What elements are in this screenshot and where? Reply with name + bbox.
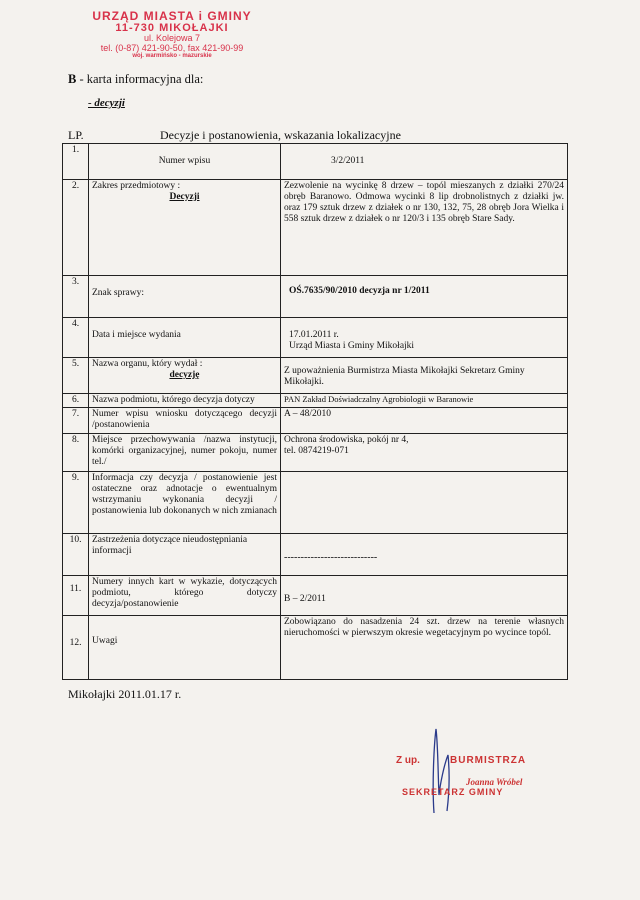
row-label: Zakres przedmiotowy : xyxy=(92,181,181,191)
row-value-cell xyxy=(281,318,568,358)
row-number: 6. xyxy=(63,394,89,408)
table-title: Decyzje i postanowienia, wskazania lokalizacyjne xyxy=(160,128,401,142)
row-value: Z upoważnienia Burmistrza Miasta Mikołajki Sekretarz Gminy Mikołajki. xyxy=(281,358,568,394)
row-label-sub: Decyzji xyxy=(169,191,200,202)
row-value: B – 2/2011 xyxy=(281,575,568,615)
stamp-line-1: URZĄD MIASTA i GMINY xyxy=(92,9,252,23)
row-number: 8. xyxy=(63,433,89,471)
row-value: ---------------------------- xyxy=(281,533,568,575)
stamp-line-4: tel. (0-87) 421-90-50, fax 421-90-99 xyxy=(100,42,244,53)
row-value: Ochrona środowiska, pokój nr 4, xyxy=(284,434,409,445)
row-value: 17.01.2011 r. xyxy=(289,330,339,340)
row-value: A – 48/2010 xyxy=(281,407,568,433)
row-value: Zezwolenie na wycinkę 8 drzew – topól mieszanych z działki 270/24 obręb Baranowo. Odmowa wycinki 8 lip drobnolistnych z działki jw. oraz 179 sztuk drzew z działek o nr 130, 132, 75, 28 obręb Jora Wielka i 558 sztuk drzew z działek o nr 120/3 i 135 obręb Stare Sady. xyxy=(281,180,568,276)
row-value-2: Urząd Miasta i Gminy Mikołajki xyxy=(289,340,415,351)
table-row xyxy=(63,180,568,276)
row-label: Informacja czy decyzja / postanowienie jest ostateczne oraz adnotacje o ewentualnym wstrzymaniu wykonania decyzji / postanowienia lub dokonanych w nich zmianach xyxy=(89,471,281,533)
stamp-line-5: woj. warmińsko - mazurskie xyxy=(132,53,212,60)
row-number: 3. xyxy=(63,276,89,318)
office-stamp xyxy=(72,10,272,59)
table-row xyxy=(63,276,568,318)
card-title: - karta informacyjna dla: xyxy=(79,72,204,86)
row-label: Miejsce przechowywania /nazwa instytucji, komórki organizacyjnej, numer pokoju, numer tel./ xyxy=(89,433,281,471)
table-row xyxy=(63,144,568,180)
row-number: 7. xyxy=(63,407,89,433)
row-number: 1. xyxy=(63,144,89,180)
row-label: Numer wpisu xyxy=(89,144,281,180)
row-label-sub: decyzję xyxy=(169,369,200,380)
row-label: Numer wpisu wniosku dotyczącego decyzji /postanowienia xyxy=(89,407,281,433)
signature-prefix: Z up. xyxy=(396,755,420,766)
row-label: Nazwa organu, który wydał : xyxy=(92,359,203,369)
table-row xyxy=(63,394,568,408)
row-value: PAN Zakład Doświadczalny Agrobiologii w Baranowie xyxy=(281,394,568,408)
row-label: Znak sprawy: xyxy=(89,276,281,318)
row-number: 12. xyxy=(63,615,89,679)
place-and-date: Mikołajki 2011.01.17 r. xyxy=(68,687,182,701)
table-row xyxy=(63,433,568,471)
table-row xyxy=(63,575,568,615)
row-number: 9. xyxy=(63,471,89,533)
card-letter: B xyxy=(68,72,77,86)
handwritten-signature xyxy=(392,725,572,815)
signature-block xyxy=(392,725,572,815)
table-row xyxy=(63,471,568,533)
signature-name: Joanna Wróbel xyxy=(466,777,523,787)
table-row xyxy=(63,615,568,679)
row-label: Nazwa podmiotu, którego decyzja dotyczy xyxy=(89,394,281,408)
row-number: 11. xyxy=(63,575,89,615)
stamp-line-3: ul. Kolejowa 7 xyxy=(143,33,201,44)
row-number: 5. xyxy=(63,358,89,394)
table-row xyxy=(63,533,568,575)
row-value-cell xyxy=(281,433,568,471)
row-label: Data i miejsce wydania xyxy=(89,318,281,358)
row-value xyxy=(281,471,568,533)
table-row xyxy=(63,358,568,394)
card-heading xyxy=(68,72,203,87)
row-number: 2. xyxy=(63,180,89,276)
card-subtitle: - decyzji xyxy=(88,97,125,109)
stamp-line-2: 11-730 MIKOŁAJKI xyxy=(115,21,229,34)
row-value-2: tel. 0874219-071 xyxy=(284,445,349,456)
row-label: Zastrzeżenia dotyczące nieudostępniania informacji xyxy=(89,533,281,575)
row-number: 4. xyxy=(63,318,89,358)
row-value: 3/2/2011 xyxy=(281,144,568,180)
row-label: Uwagi xyxy=(89,615,281,679)
row-number: 10. xyxy=(63,533,89,575)
row-label: Numery innych kart w wykazie, dotyczących podmiotu, którego dotyczy decyzja/postanowienie xyxy=(89,575,281,615)
lp-column-label: LP. xyxy=(68,128,84,142)
signature-role: BURMISTRZA xyxy=(450,755,527,766)
row-value: OŚ.7635/90/2010 decyzja nr 1/2011 xyxy=(281,276,568,318)
row-label-cell xyxy=(89,358,281,394)
info-table xyxy=(62,143,568,680)
table-row xyxy=(63,318,568,358)
signature-title: SEKRETARZ GMINY xyxy=(402,787,504,797)
row-value: Zobowiązano do nasadzenia 24 szt. drzew na terenie własnych nieruchomości w pierwszym okresie wegetacyjnym po wycince topól. xyxy=(281,615,568,679)
row-label-cell xyxy=(89,180,281,276)
table-row xyxy=(63,407,568,433)
